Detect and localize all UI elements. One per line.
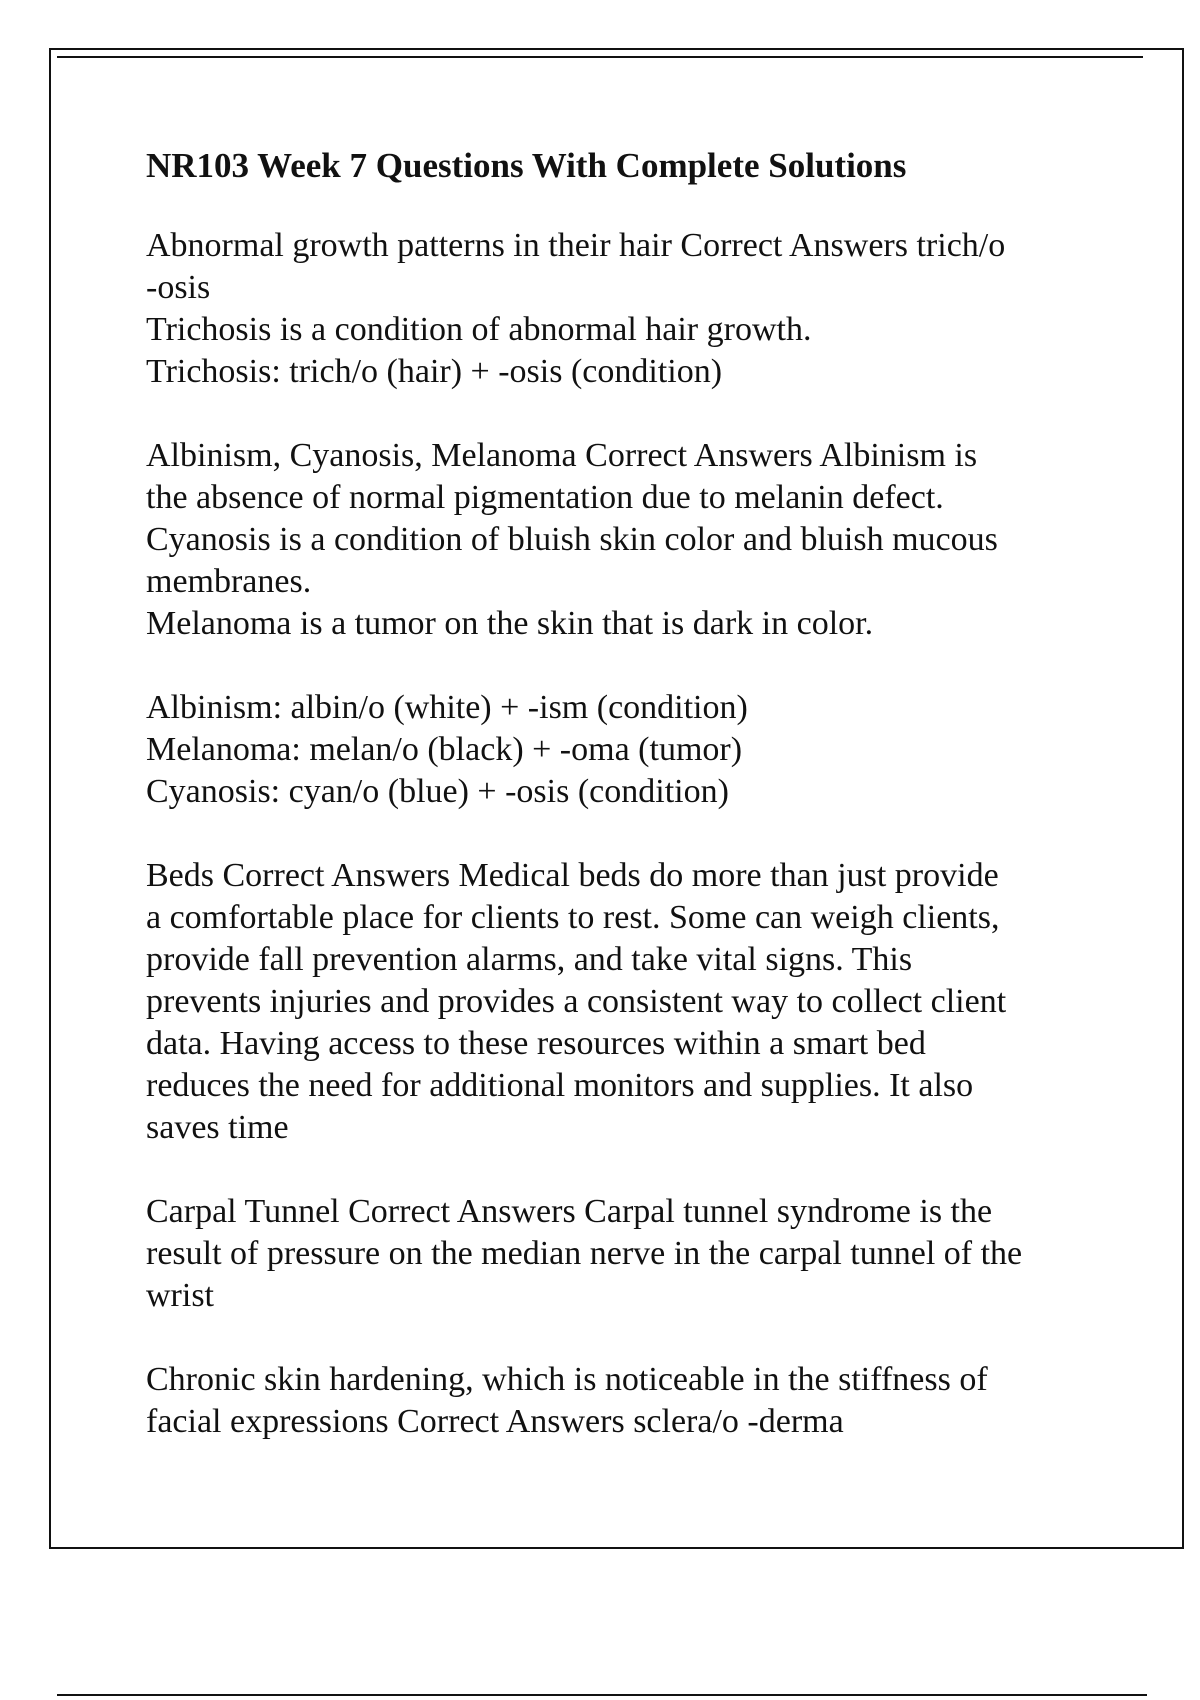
top-rule	[57, 56, 1143, 58]
bottom-rule	[57, 1694, 1147, 1696]
text-line: Trichosis: trich/o (hair) + -osis (condition)	[146, 353, 723, 390]
text-line: Melanoma is a tumor on the skin that is dark in color.	[146, 605, 874, 642]
qa-block-pigmentation	[146, 435, 1096, 645]
text-line: Albinism: albin/o (white) + -ism (condition)	[146, 689, 748, 726]
text-line: data. Having access to these resources within a smart bed	[146, 1025, 926, 1062]
qa-block-trichosis	[146, 225, 1096, 393]
qa-block-word-parts	[146, 687, 1096, 813]
text-line: result of pressure on the median nerve in the carpal tunnel of the	[146, 1235, 1023, 1272]
text-line: -osis	[146, 269, 211, 306]
text-line: Albinism, Cyanosis, Melanoma Correct Answers Albinism is	[146, 437, 978, 474]
qa-block-skin-hardening	[146, 1359, 1096, 1443]
text-line: Cyanosis is a condition of bluish skin color and bluish mucous	[146, 521, 998, 558]
text-line: Trichosis is a condition of abnormal hair growth.	[146, 311, 812, 348]
text-line: the absence of normal pigmentation due to melanin defect.	[146, 479, 944, 516]
document-title: NR103 Week 7 Questions With Complete Solutions	[146, 146, 907, 185]
text-line: reduces the need for additional monitors and supplies. It also	[146, 1067, 974, 1104]
text-line: a comfortable place for clients to rest. Some can weigh clients,	[146, 899, 1000, 936]
text-line: saves time	[146, 1109, 289, 1146]
text-line: provide fall prevention alarms, and take vital signs. This	[146, 941, 913, 978]
text-line: facial expressions Correct Answers sclera/o -derma	[146, 1403, 844, 1440]
document-body	[146, 142, 1096, 1485]
text-line: Beds Correct Answers Medical beds do more than just provide	[146, 857, 999, 894]
text-line: Chronic skin hardening, which is noticeable in the stiffness of	[146, 1361, 988, 1398]
text-line: prevents injuries and provides a consistent way to collect client	[146, 983, 1007, 1020]
text-line: Melanoma: melan/o (black) + -oma (tumor)	[146, 731, 743, 768]
text-line: wrist	[146, 1277, 214, 1314]
qa-block-beds	[146, 855, 1096, 1149]
text-line: Carpal Tunnel Correct Answers Carpal tunnel syndrome is the	[146, 1193, 993, 1230]
text-line: membranes.	[146, 563, 312, 600]
text-line: Cyanosis: cyan/o (blue) + -osis (condition)	[146, 773, 729, 810]
qa-block-carpal-tunnel	[146, 1191, 1096, 1317]
text-line: Abnormal growth patterns in their hair Correct Answers trich/o	[146, 227, 1006, 264]
